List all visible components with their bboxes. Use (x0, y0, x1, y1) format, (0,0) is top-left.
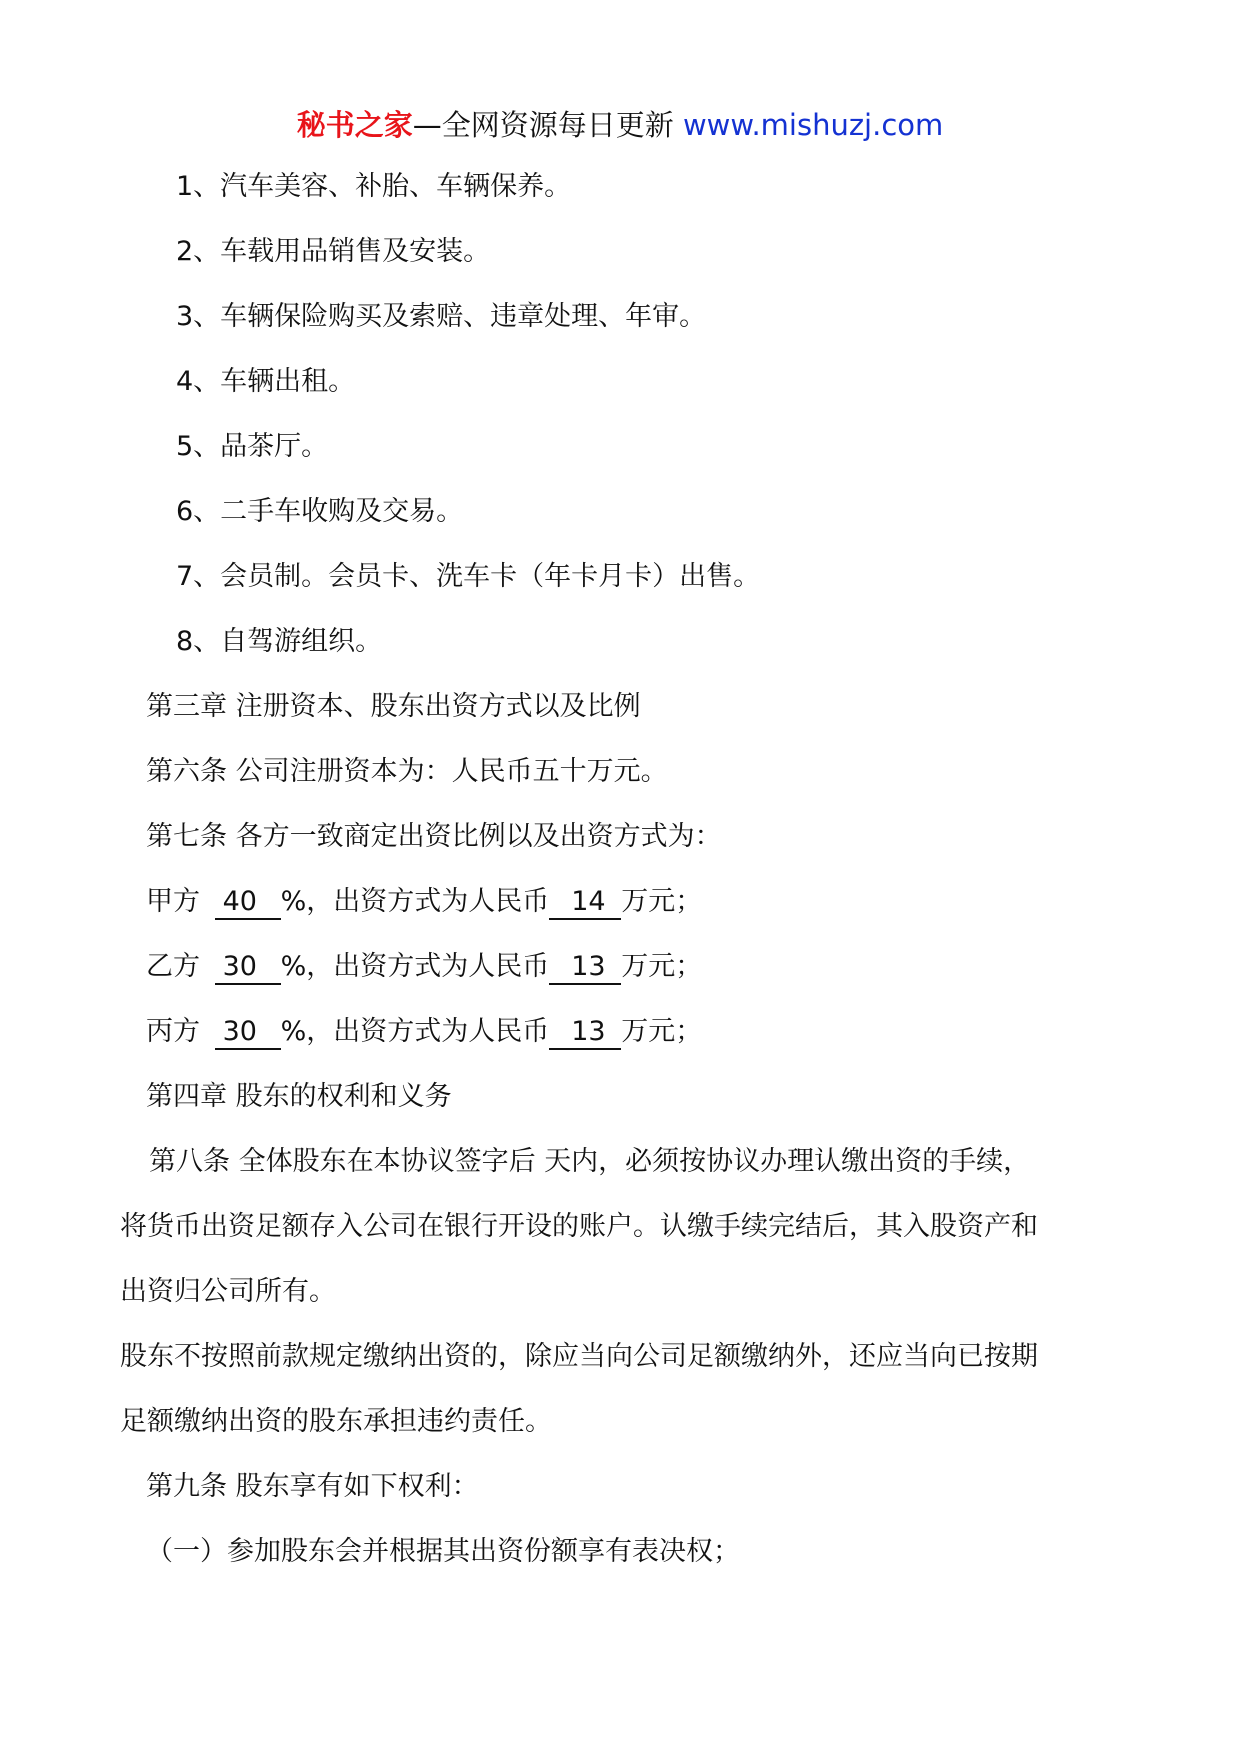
percent-suffix: %，出资方式为人民币 (280, 1016, 550, 1047)
share-amount: 14 (549, 886, 621, 920)
breach-clause-line: 股东不按照前款规定缴纳出资的，除应当向公司足额缴纳外，还应当向已按期 (120, 1341, 1038, 1372)
share-percent: 40 (215, 886, 281, 920)
page-header (0, 103, 1240, 147)
list-item: 2、车载用品销售及安装。 (176, 236, 491, 267)
right-item-1: （一）参加股东会并根据其出资份额享有表决权； (146, 1536, 740, 1567)
breach-clause-line: 足额缴纳出资的股东承担违约责任。 (120, 1406, 552, 1437)
brand-name: 秘书之家 (296, 108, 413, 142)
site-link[interactable]: www.mishuzj.com (682, 108, 944, 142)
share-amount: 13 (549, 1016, 621, 1050)
article-7: 第七条 各方一致商定出资比例以及出资方式为： (146, 821, 722, 852)
share-amount: 13 (549, 951, 621, 985)
list-item: 5、品茶厅。 (176, 431, 329, 462)
header-tagline: —全网资源每日更新 (412, 108, 683, 142)
amount-unit: 万元； (621, 1016, 703, 1047)
percent-suffix: %，出资方式为人民币 (280, 951, 550, 982)
share-percent: 30 (215, 951, 281, 985)
list-item: 3、车辆保险购买及索赔、违章处理、年审。 (176, 301, 707, 332)
article-6: 第六条 公司注册资本为：人民币五十万元。 (146, 756, 668, 787)
shareholder-row (146, 947, 702, 987)
shareholder-name: 丙方 (146, 1016, 200, 1047)
article-8-line: 出资归公司所有。 (120, 1276, 336, 1307)
shareholder-name: 甲方 (146, 886, 200, 917)
shareholder-row (146, 1012, 702, 1052)
chapter-4-title: 第四章 股东的权利和义务 (146, 1081, 452, 1112)
share-percent: 30 (215, 1016, 281, 1050)
amount-unit: 万元； (621, 886, 703, 917)
list-item: 1、汽车美容、补胎、车辆保养。 (176, 171, 572, 202)
shareholder-row (146, 882, 702, 922)
list-item: 7、会员制。会员卡、洗车卡（年卡月卡）出售。 (176, 561, 761, 592)
percent-suffix: %，出资方式为人民币 (280, 886, 550, 917)
shareholder-name: 乙方 (146, 951, 200, 982)
amount-unit: 万元； (621, 951, 703, 982)
list-item: 6、二手车收购及交易。 (176, 496, 464, 527)
list-item: 8、自驾游组织。 (176, 626, 383, 657)
chapter-3-title: 第三章 注册资本、股东出资方式以及比例 (146, 691, 641, 722)
article-8-line: 第八条 全体股东在本协议签字后 天内，必须按协议办理认缴出资的手续， (149, 1146, 1031, 1177)
article-9: 第九条 股东享有如下权利： (146, 1471, 479, 1502)
article-8-line: 将货币出资足额存入公司在银行开设的账户。认缴手续完结后，其入股资产和 (120, 1211, 1038, 1242)
list-item: 4、车辆出租。 (176, 366, 356, 397)
